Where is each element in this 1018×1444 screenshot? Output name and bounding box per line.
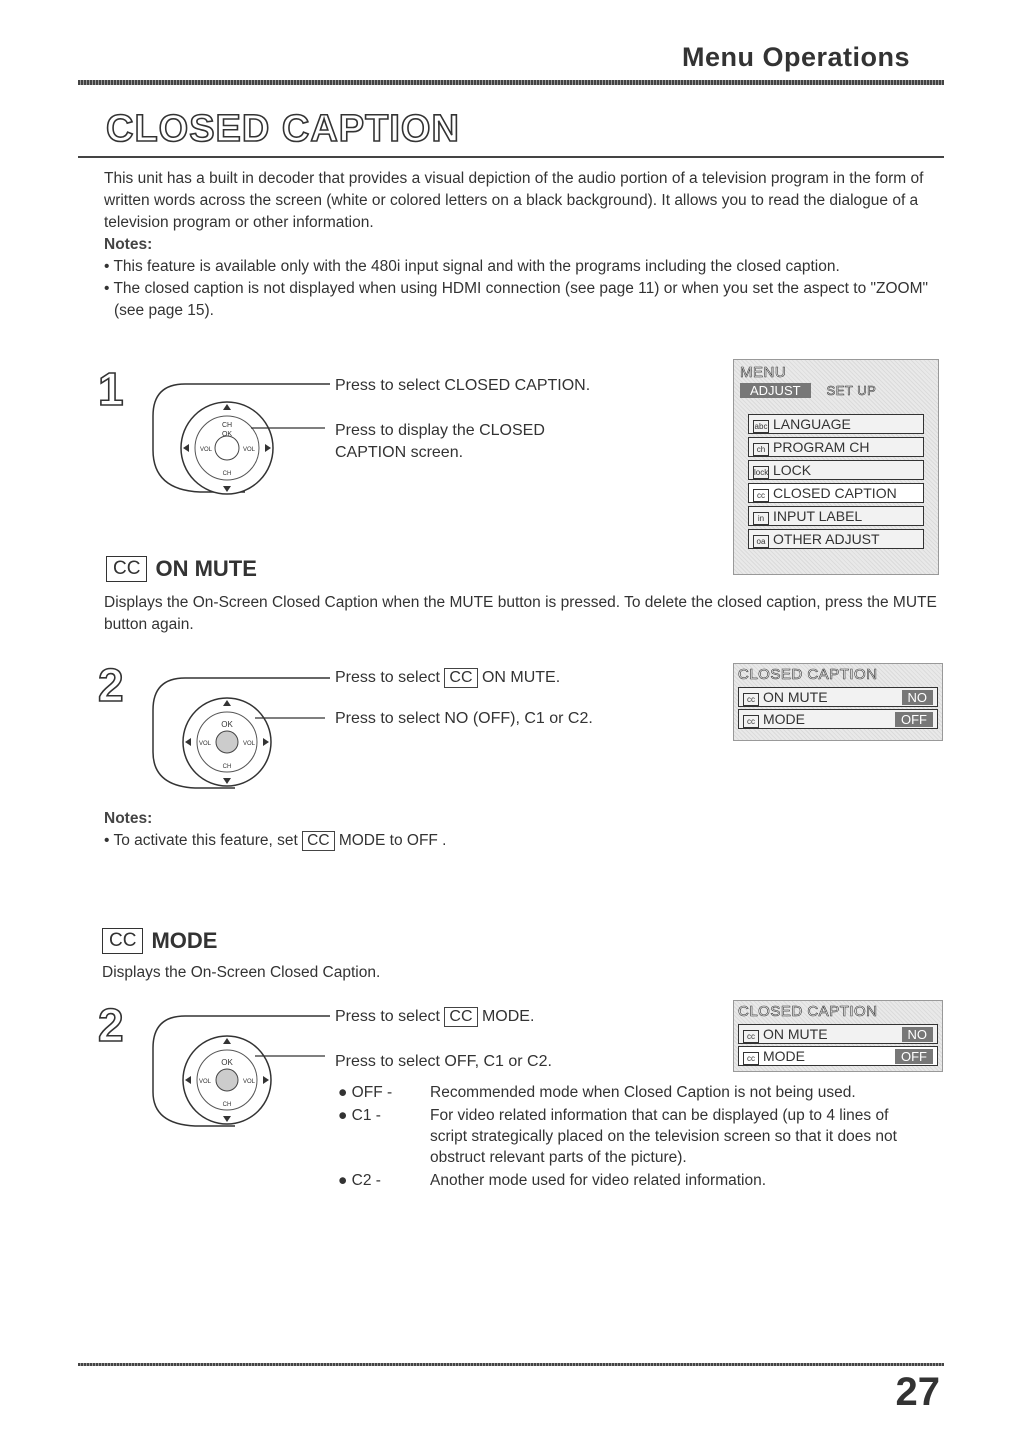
note-item: • The closed caption is not displayed when using HDMI connection (see page 11) or when you set the aspect to "ZOOM" (see page 15). bbox=[104, 280, 929, 319]
vol-label: VOL bbox=[242, 1079, 256, 1085]
cc-badge: CC bbox=[106, 556, 147, 582]
step-number: 2 bbox=[98, 999, 124, 1051]
cc-icon: cc bbox=[743, 715, 759, 728]
osd-row-mode: cc MODE OFF bbox=[738, 709, 938, 729]
ok-button bbox=[215, 436, 239, 460]
osd-row-on-mute: cc ON MUTE NO bbox=[738, 1024, 938, 1044]
cc-badge: CC bbox=[444, 668, 477, 688]
callout-select: Press to select CLOSED CAPTION. bbox=[335, 377, 591, 394]
callout-select-option: Press to select NO (OFF), C1 or C2. bbox=[335, 710, 593, 727]
header-divider bbox=[78, 80, 944, 85]
cc-badge: CC bbox=[102, 928, 143, 954]
footer-divider bbox=[78, 1363, 944, 1366]
vol-label: VOL bbox=[242, 447, 256, 453]
remote-dpad-illustration bbox=[145, 370, 345, 510]
menu-item-selected: cc CLOSED CAPTION bbox=[748, 483, 924, 503]
callout-select-option: Press to select OFF, C1 or C2. bbox=[335, 1053, 552, 1070]
menu-osd bbox=[733, 359, 939, 575]
language-icon: abc bbox=[754, 421, 768, 431]
mode-title: MODE bbox=[151, 928, 218, 953]
tab-adjust: ADJUST bbox=[740, 383, 811, 398]
closed-caption-osd bbox=[733, 1000, 943, 1072]
vol-label: VOL bbox=[242, 741, 256, 747]
page-title: CLOSED CAPTION bbox=[106, 108, 460, 150]
note-item: • This feature is available only with the 480i input signal and with the programs including the closed caption. bbox=[104, 258, 840, 275]
ok-button bbox=[216, 731, 238, 753]
step-number: 1 bbox=[98, 363, 124, 415]
closed-caption-osd bbox=[733, 663, 943, 741]
remote-dpad-illustration bbox=[145, 1010, 345, 1145]
cc-icon: cc bbox=[743, 1030, 759, 1043]
notes-label: Notes: bbox=[104, 810, 153, 827]
vol-label: VOL bbox=[198, 1079, 212, 1085]
cc-icon: cc bbox=[743, 1052, 759, 1065]
intro-text: This unit has a built in decoder that provides a visual depiction of the audio portion of a television program in the form of written words across the screen (white or colored letters on a black background). It allows you to read the dialogue of a television program or other information. bbox=[104, 170, 924, 231]
list-item: ● OFF - Recommended mode when Closed Caption is not being used. bbox=[338, 1084, 856, 1101]
mode-description: Displays the On-Screen Closed Caption. bbox=[102, 964, 381, 981]
ch-label: CH bbox=[222, 1102, 232, 1108]
ok-label: OK bbox=[221, 720, 233, 729]
menu-item: oa OTHER ADJUST bbox=[748, 529, 924, 549]
section-title: Menu Operations bbox=[681, 42, 910, 72]
remote-dpad-illustration bbox=[145, 672, 345, 812]
callout-display: Press to display the CLOSED CAPTION screen. bbox=[335, 422, 545, 461]
osd-row-mode: cc MODE OFF bbox=[738, 1046, 938, 1066]
on-mute-heading bbox=[106, 556, 257, 582]
vol-label: VOL bbox=[198, 741, 212, 747]
list-item: ● C1 - For video related information that can be displayed (up to 4 lines of script strategically placed on the television screen so that it does not obstruct relevant parts of the picture). bbox=[338, 1107, 897, 1166]
tab-setup: SET UP bbox=[826, 383, 877, 398]
osd-value: NO bbox=[902, 690, 934, 705]
menu-item: ch PROGRAM CH bbox=[748, 437, 924, 457]
vol-label: VOL bbox=[199, 447, 213, 453]
ok-label: OK bbox=[221, 431, 233, 438]
ok-label: OK bbox=[221, 1058, 233, 1067]
other-adjust-icon: oa bbox=[753, 535, 769, 548]
osd-value: OFF bbox=[895, 712, 933, 727]
program-ch-icon: ch bbox=[753, 443, 769, 456]
ch-label: CH bbox=[222, 764, 232, 770]
cc-icon: cc bbox=[753, 489, 769, 502]
menu-osd-title: MENU bbox=[740, 364, 787, 381]
osd-title: CLOSED CAPTION bbox=[738, 1003, 878, 1020]
menu-item: lock LOCK bbox=[748, 460, 924, 480]
menu-item: abc LANGUAGE bbox=[748, 414, 924, 434]
page-number: 27 bbox=[895, 1370, 940, 1414]
callout-select-mode: Press to select CC MODE. bbox=[335, 1008, 535, 1025]
input-label-icon: in bbox=[753, 512, 769, 525]
lock-icon: lock bbox=[754, 467, 769, 477]
notes-section bbox=[104, 808, 954, 852]
title-divider bbox=[78, 156, 944, 158]
intro-section bbox=[104, 168, 954, 322]
ok-button bbox=[216, 1069, 238, 1091]
osd-title: CLOSED CAPTION bbox=[738, 666, 878, 683]
ch-label: CH bbox=[221, 422, 233, 429]
osd-value: OFF bbox=[895, 1049, 933, 1064]
osd-value: NO bbox=[902, 1027, 934, 1042]
osd-row-on-mute: cc ON MUTE NO bbox=[738, 687, 938, 707]
on-mute-description: Displays the On-Screen Closed Caption when the MUTE button is pressed. To delete the closed caption, press the MUTE button again. bbox=[104, 594, 937, 633]
notes-label: Notes: bbox=[104, 236, 153, 253]
ch-label: CH bbox=[222, 471, 232, 477]
on-mute-title: ON MUTE bbox=[155, 556, 257, 581]
step-number: 2 bbox=[98, 659, 124, 711]
mode-heading bbox=[102, 928, 217, 954]
mode-options-list bbox=[338, 1082, 938, 1193]
cc-badge: CC bbox=[444, 1007, 477, 1027]
cc-icon: cc bbox=[743, 693, 759, 706]
list-item: ● C2 - Another mode used for video related information. bbox=[338, 1172, 767, 1189]
menu-item: in INPUT LABEL bbox=[748, 506, 924, 526]
callout-select-on-mute: Press to select CC ON MUTE. bbox=[335, 669, 561, 686]
cc-badge: CC bbox=[302, 831, 334, 851]
note-item: • To activate this feature, set CC MODE to OFF . bbox=[104, 832, 447, 849]
